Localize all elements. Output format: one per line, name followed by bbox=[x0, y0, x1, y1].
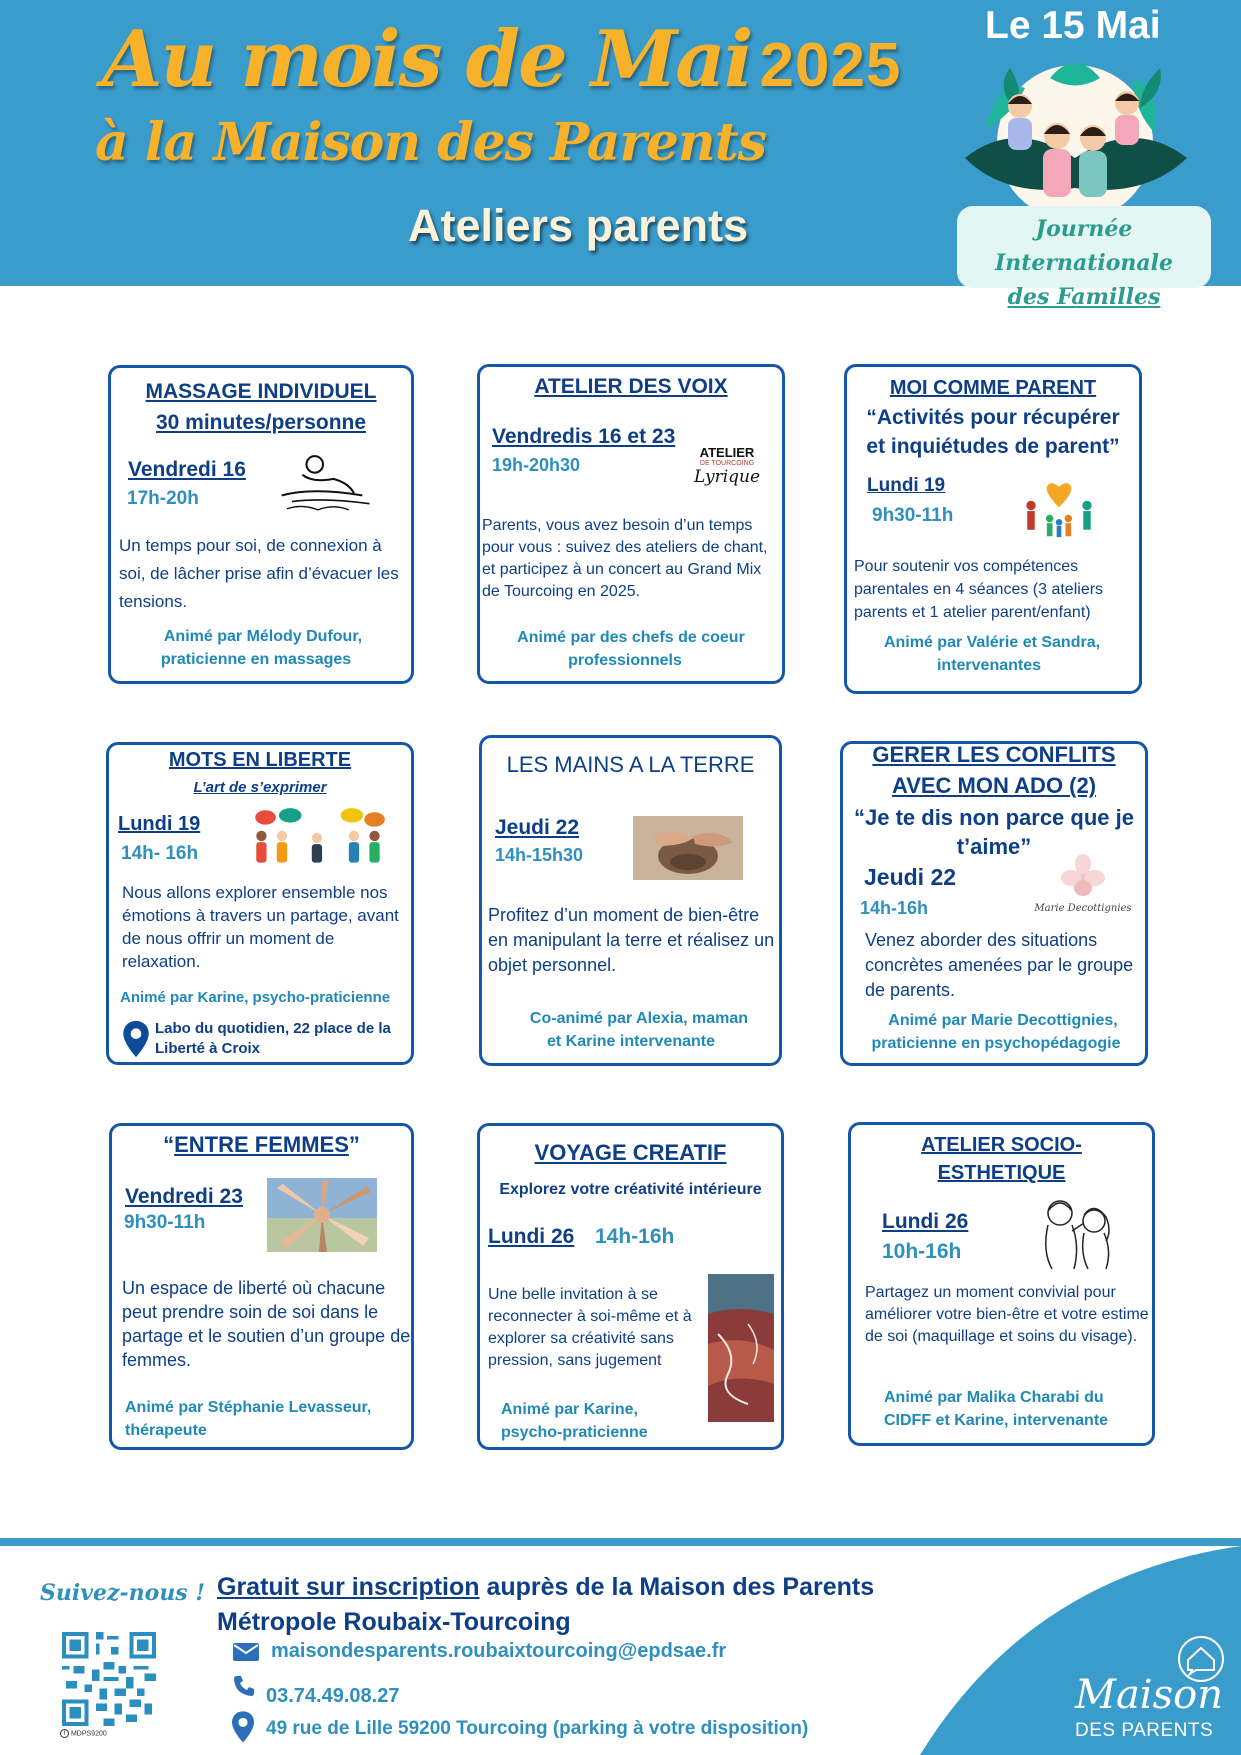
voix-hours: 19h-20h30 bbox=[492, 455, 581, 475]
mains-description: Profitez d’un moment de bien-être en manipulant la terre et réalisez un objet personnel. bbox=[488, 905, 775, 975]
main-title-line2: à la Maison des Parents bbox=[95, 112, 767, 173]
mots-subtitle: L’art de s’exprimer bbox=[193, 779, 327, 796]
family-day-line1: Journée Internationale bbox=[994, 216, 1174, 276]
maison-logo-sub: DES PARENTS bbox=[1075, 1720, 1214, 1741]
card-parent bbox=[844, 364, 1142, 694]
conflits-title-2: AVEC MON ADO (2) bbox=[891, 773, 1097, 798]
registration-rest: auprès de la Maison des Parents bbox=[479, 1573, 875, 1601]
address: 49 rue de Lille 59200 Tourcoing (parking à votre disposition) bbox=[266, 1718, 809, 1739]
lyrique-logo-line3: Lyrique bbox=[693, 467, 761, 487]
massage-host-1: Animé par Mélody Dufour, bbox=[163, 628, 363, 645]
creative-art-photo bbox=[708, 1274, 774, 1422]
voix-description: Parents, vous avez besoin d’un temps pour vous : suivez des ateliers de chant, et participez à un concert au Grand Mix de Tourcoing en 2025. bbox=[482, 517, 768, 600]
card-femmes bbox=[109, 1123, 414, 1450]
mots-place-1: Labo du quotidien, 22 place de la bbox=[155, 1020, 391, 1037]
conflits-host-2: praticienne en psychopédagogie bbox=[871, 1035, 1121, 1052]
marie-logo-text: Marie Decottignies bbox=[1034, 903, 1132, 914]
qr-caption-text: MDPS9200 bbox=[70, 1730, 107, 1738]
address-pin-icon bbox=[232, 1711, 254, 1743]
subtitle: Ateliers parents bbox=[408, 200, 749, 251]
socio-day: Lundi 26 bbox=[882, 1210, 969, 1233]
femmes-title-text: ENTRE FEMMES bbox=[174, 1132, 349, 1157]
family-illustration bbox=[955, 48, 1195, 218]
parent-description: Pour soutenir vos compétences parentales en 4 séances (3 ateliers parents et 1 atelier parent/enfant) bbox=[854, 558, 1104, 621]
card-voix bbox=[477, 364, 785, 684]
socio-host-2: CIDFF et Karine, intervenante bbox=[884, 1412, 1109, 1429]
main-title bbox=[102, 14, 901, 105]
socio-title-1: ATELIER SOCIO- bbox=[921, 1134, 1082, 1156]
follow-us-label: Suivez-nous ! bbox=[40, 1580, 206, 1606]
registration-info bbox=[217, 1569, 874, 1605]
femmes-day: Vendredi 23 bbox=[125, 1185, 243, 1208]
mains-day: Jeudi 22 bbox=[495, 816, 580, 839]
voix-host-2: professionnels bbox=[568, 652, 682, 669]
family-heart-icon bbox=[1017, 479, 1101, 545]
conflits-quote-1: “Je te dis non parce que je bbox=[854, 805, 1134, 830]
mains-hours: 14h-15h30 bbox=[495, 845, 584, 865]
facebook-icon: f bbox=[60, 1729, 69, 1738]
main-title-year: 2025 bbox=[759, 31, 902, 100]
femmes-host-2: thérapeute bbox=[125, 1422, 207, 1439]
speaking-people-icon bbox=[247, 807, 391, 869]
mains-title: LES MAINS A LA TERRE bbox=[506, 752, 755, 777]
header-banner bbox=[0, 0, 1241, 310]
mains-host-2: et Karine intervenante bbox=[546, 1033, 716, 1050]
voyage-description: Une belle invitation à se reconnecter à soi-même et à explorer sa créativité sans pression, sans jugement bbox=[488, 1286, 692, 1369]
email-link[interactable]: maisondesparents.roubaixtourcoing@epdsae.fr bbox=[271, 1640, 727, 1662]
parent-host-2: intervenantes bbox=[936, 657, 1042, 674]
organisation-name: Métropole Roubaix-Tourcoing bbox=[217, 1608, 571, 1636]
femmes-host-1: Animé par Stéphanie Levasseur, bbox=[125, 1399, 372, 1416]
family-day-badge bbox=[957, 206, 1211, 310]
family-day-line2: des Familles bbox=[1007, 284, 1161, 310]
card-mains bbox=[479, 735, 782, 1066]
lyrique-logo-line2: DE TOURCOING bbox=[699, 460, 755, 467]
parent-title: MOI COMME PARENT bbox=[889, 377, 1097, 399]
maison-logo-name: Maison bbox=[1075, 1672, 1223, 1718]
conflits-day: Jeudi 22 bbox=[864, 864, 957, 890]
qr-code[interactable] bbox=[58, 1632, 160, 1726]
conflits-host-1: Animé par Marie Decottignies, bbox=[888, 1012, 1118, 1029]
parent-host-1: Animé par Valérie et Sandra, bbox=[883, 634, 1101, 651]
voyage-host-2: psycho-praticienne bbox=[501, 1424, 648, 1441]
femmes-description: Un espace de liberté où chacune peut prendre soin de soi dans le partage et le soutien d’un groupe de femmes. bbox=[122, 1278, 411, 1370]
main-title-text: Au mois de Mai bbox=[102, 14, 752, 105]
femmes-hours: 9h30-11h bbox=[124, 1212, 206, 1233]
socio-title-2: ESTHETIQUE bbox=[937, 1162, 1066, 1184]
conflits-quote-2: t’aime” bbox=[956, 834, 1032, 859]
massage-duration: 30 minutes/personne bbox=[155, 411, 367, 434]
massage-hours: 17h-20h bbox=[127, 488, 199, 509]
mains-host-1: Co-animé par Alexia, maman bbox=[529, 1010, 749, 1027]
voyage-hours: 14h-16h bbox=[595, 1225, 675, 1248]
conflits-hours: 14h-16h bbox=[860, 898, 929, 918]
socio-description: Partagez un moment convivial pour améliorer votre bien-être et votre estime de soi (maquillage et soins du visage). bbox=[865, 1284, 1149, 1345]
voyage-day: Lundi 26 bbox=[488, 1225, 575, 1248]
parent-quote-2: et inquiétudes de parent” bbox=[866, 435, 1120, 458]
mots-day: Lundi 19 bbox=[118, 813, 201, 835]
location-pin-icon bbox=[123, 1021, 149, 1057]
massage-day: Vendredi 16 bbox=[128, 458, 246, 481]
joined-hands-photo bbox=[267, 1178, 377, 1252]
mots-description: Nous allons explorer ensemble nos émotions à travers un partage, avant de nous offrir un moment de relaxation. bbox=[122, 883, 399, 971]
mots-place-2: Liberté à Croix bbox=[155, 1040, 261, 1057]
family-day-date: Le 15 Mai bbox=[985, 4, 1161, 47]
marie-decottignies-logo bbox=[1033, 854, 1133, 926]
pottery-photo bbox=[633, 816, 743, 880]
parent-hours: 9h30-11h bbox=[872, 505, 954, 526]
phone-number[interactable]: 03.74.49.08.27 bbox=[266, 1685, 400, 1707]
conflits-title-1: GERER LES CONFLITS bbox=[872, 742, 1116, 767]
email-icon bbox=[233, 1643, 259, 1661]
massage-icon bbox=[271, 452, 375, 514]
voyage-title: VOYAGE CREATIF bbox=[534, 1140, 727, 1165]
massage-host-2: praticienne en massages bbox=[160, 651, 352, 668]
qr-caption bbox=[60, 1729, 107, 1738]
voix-host-1: Animé par des chefs de coeur bbox=[517, 629, 745, 646]
voyage-subtitle: Explorez votre créativité intérieure bbox=[499, 1181, 762, 1198]
free-registration-label: Gratuit sur inscription bbox=[217, 1573, 480, 1601]
footer-divider bbox=[0, 1538, 1241, 1546]
socio-host-1: Animé par Malika Charabi du bbox=[884, 1389, 1104, 1406]
phone-icon bbox=[232, 1674, 256, 1698]
card-conflits bbox=[840, 741, 1148, 1066]
mots-hours: 14h- 16h bbox=[121, 843, 199, 864]
voyage-host-1: Animé par Karine, bbox=[501, 1401, 638, 1418]
femmes-quote-open: “ bbox=[163, 1132, 175, 1157]
flower-icon bbox=[1053, 854, 1113, 898]
socio-hours: 10h-16h bbox=[882, 1240, 962, 1263]
mots-title: MOTS EN LIBERTE bbox=[168, 749, 352, 771]
atelier-lyrique-logo bbox=[684, 445, 770, 501]
parent-quote-1: “Activités pour récupérer bbox=[866, 406, 1120, 429]
femmes-quote-close: ” bbox=[348, 1132, 360, 1157]
voix-day: Vendredis 16 et 23 bbox=[492, 425, 676, 448]
card-mots bbox=[106, 742, 414, 1065]
beauty-care-icon bbox=[1031, 1191, 1123, 1271]
lyrique-logo-line1: ATELIER bbox=[699, 445, 755, 460]
massage-description: Un temps pour soi, de connexion à soi, de lâcher prise afin d’évacuer les tensions. bbox=[119, 536, 399, 611]
card-massage bbox=[108, 365, 414, 684]
card-socio bbox=[848, 1122, 1155, 1446]
card-voyage bbox=[477, 1123, 784, 1450]
conflits-description: Venez aborder des situations concrètes amenées par le groupe de parents. bbox=[865, 930, 1134, 1000]
femmes-title bbox=[112, 1132, 411, 1158]
mots-host: Animé par Karine, psycho-praticienne bbox=[120, 989, 391, 1006]
voix-title: ATELIER DES VOIX bbox=[534, 375, 728, 398]
parent-day: Lundi 19 bbox=[867, 475, 946, 496]
massage-title: MASSAGE INDIVIDUEL bbox=[145, 380, 377, 403]
